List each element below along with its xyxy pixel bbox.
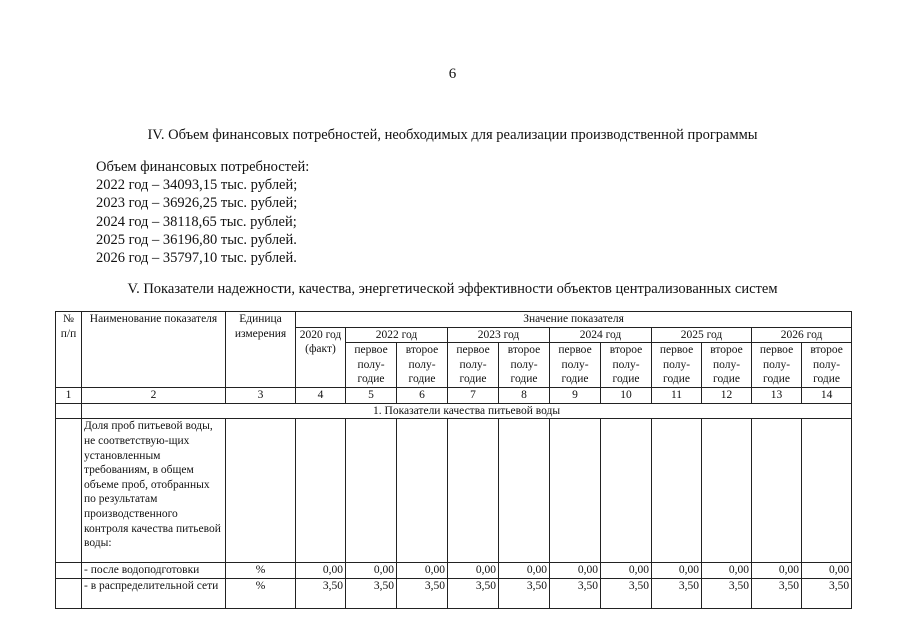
table-cell: [601, 419, 652, 563]
table-cell: [550, 419, 601, 563]
row-value: 0,00: [448, 563, 499, 579]
header-year: 2024 год: [550, 327, 652, 343]
col-number: 14: [802, 388, 852, 404]
header-half1: первое полу-годие: [752, 343, 802, 388]
col-number: 13: [752, 388, 802, 404]
row-value: 0,00: [752, 563, 802, 579]
header-half2: второе полу-годие: [601, 343, 652, 388]
row-name: - после водоподготовки: [82, 563, 226, 579]
table-cell: [652, 419, 702, 563]
section-5-heading: V. Показатели надежности, качества, энергетической эффективности объектов централизованных систем: [127, 281, 778, 297]
table-cell: [226, 419, 296, 563]
header-year: 2025 год: [652, 327, 752, 343]
header-half2: второе полу-годие: [499, 343, 550, 388]
indicators-table: [55, 311, 852, 609]
col-number: 11: [652, 388, 702, 404]
table-cell: [346, 419, 397, 563]
row-value: 3,50: [752, 578, 802, 608]
col-number: 4: [296, 388, 346, 404]
col-number: 3: [226, 388, 296, 404]
row-value: 3,50: [346, 578, 397, 608]
header-half2: второе полу-годие: [397, 343, 448, 388]
row-name: - в распределительной сети: [82, 578, 226, 608]
page-number: 6: [448, 66, 457, 82]
col-number: 9: [550, 388, 601, 404]
financial-needs-intro: Объем финансовых потребностей:: [96, 159, 310, 175]
table-cell: [397, 419, 448, 563]
header-half1: первое полу-годие: [346, 343, 397, 388]
row-value: 3,50: [550, 578, 601, 608]
financial-needs-line: 2025 год – 36196,80 тыс. рублей.: [96, 231, 297, 248]
table-row: [56, 578, 852, 608]
table-cell: [702, 419, 752, 563]
table-cell: [56, 578, 82, 608]
header-value: Значение показателя: [296, 312, 852, 328]
row-value: 0,00: [397, 563, 448, 579]
row-value: 3,50: [448, 578, 499, 608]
row-value: 3,50: [296, 578, 346, 608]
table-cell: [448, 419, 499, 563]
header-half2: второе полу-годие: [802, 343, 852, 388]
row-value: 0,00: [346, 563, 397, 579]
section-1-title: 1. Показатели качества питьевой воды: [82, 403, 852, 419]
header-half2: второе полу-годие: [702, 343, 752, 388]
header-name: Наименование показателя: [82, 312, 226, 388]
row-value: 0,00: [550, 563, 601, 579]
row-value: 0,00: [296, 563, 346, 579]
section-4-heading: IV. Объем финансовых потребностей, необходимых для реализации производственной программы: [147, 127, 758, 143]
table-row: [56, 563, 852, 579]
row-value: 3,50: [652, 578, 702, 608]
row-value: 0,00: [499, 563, 550, 579]
col-number: 8: [499, 388, 550, 404]
col-number: 2: [82, 388, 226, 404]
header-unit: Единица измерения: [226, 312, 296, 388]
header-half1: первое полу-годие: [550, 343, 601, 388]
table-cell: [499, 419, 550, 563]
col-number: 6: [397, 388, 448, 404]
col-number: 1: [56, 388, 82, 404]
table-cell: [752, 419, 802, 563]
row-unit: %: [226, 563, 296, 579]
header-year: 2023 год: [448, 327, 550, 343]
header-2020: 2020 год (факт): [296, 327, 346, 388]
row-value: 0,00: [702, 563, 752, 579]
row-value: 0,00: [652, 563, 702, 579]
col-number: 12: [702, 388, 752, 404]
col-number: 5: [346, 388, 397, 404]
financial-needs-line: 2023 год – 36926,25 тыс. рублей;: [96, 195, 298, 212]
header-year: 2026 год: [752, 327, 852, 343]
table-cell: [56, 419, 82, 563]
financial-needs-line: 2026 год – 35797,10 тыс. рублей.: [96, 250, 297, 267]
financial-needs-line: 2024 год – 38118,65 тыс. рублей;: [96, 213, 297, 230]
row-value: 3,50: [802, 578, 852, 608]
col-number: 7: [448, 388, 499, 404]
header-half1: первое полу-годие: [652, 343, 702, 388]
row-value: 0,00: [601, 563, 652, 579]
main-indicator-name: Доля проб питьевой воды, не соответствую-щих установленным требованиям, в общем объеме проб, отобранных по результатам производственного контроля качества питьевой воды:: [82, 419, 226, 563]
row-value: 3,50: [601, 578, 652, 608]
table-cell: [56, 563, 82, 579]
section-num-cell: [56, 403, 82, 419]
header-num: № п/п: [56, 312, 82, 388]
row-value: 3,50: [499, 578, 550, 608]
row-unit: %: [226, 578, 296, 608]
row-value: 3,50: [702, 578, 752, 608]
row-value: 3,50: [397, 578, 448, 608]
col-number: 10: [601, 388, 652, 404]
header-half1: первое полу-годие: [448, 343, 499, 388]
table-cell: [802, 419, 852, 563]
row-value: 0,00: [802, 563, 852, 579]
financial-needs-block: [96, 158, 309, 267]
header-year: 2022 год: [346, 327, 448, 343]
financial-needs-line: 2022 год – 34093,15 тыс. рублей;: [96, 177, 298, 194]
table-cell: [296, 419, 346, 563]
